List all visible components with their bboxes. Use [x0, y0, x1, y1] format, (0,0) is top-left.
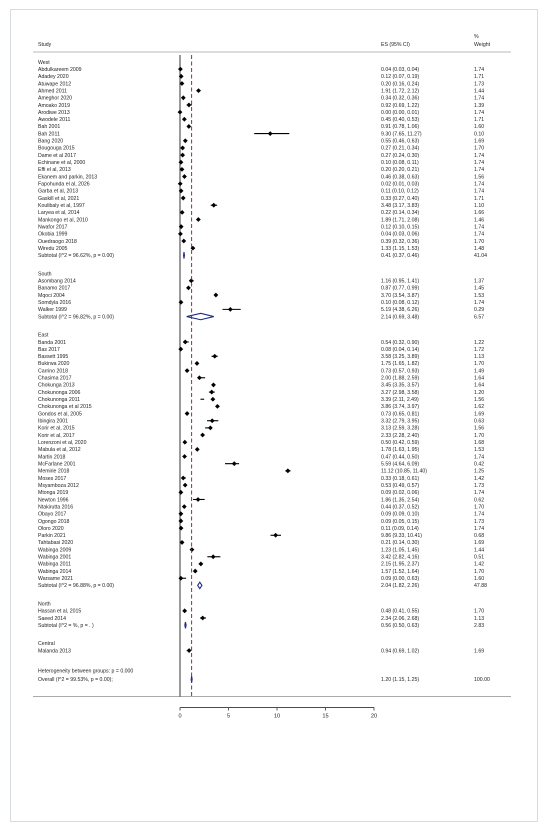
- study-row-east-0-weight: 1.22: [474, 339, 485, 346]
- study-row-south-1-weight: 1.45: [474, 285, 485, 292]
- study-row-east-32-marker: [193, 569, 198, 574]
- study-row-east-30-label: Wabinga 2001: [38, 554, 72, 561]
- study-row-east-0-label: Banda 2001: [38, 339, 66, 346]
- study-row-east-28-weight: 1.69: [474, 540, 485, 547]
- subtotal-east-label: Subtotal (I^2 = 96.88%, p = 0.00): [38, 583, 114, 590]
- study-row-west-4-marker: [181, 95, 186, 100]
- study-row-west-10-weight: 1.69: [474, 138, 485, 145]
- x-tick-label-15: 15: [322, 713, 329, 720]
- study-row-east-6-es: 3.45 (3.35, 3.57): [381, 382, 420, 389]
- study-row-east-24-es: 0.09 (0.09, 0.10): [381, 511, 420, 518]
- study-row-south-4-es: 5.19 (4.38, 6.26): [381, 307, 420, 314]
- study-row-west-9-weight: 0.10: [474, 131, 485, 138]
- header-weight: Weight: [474, 42, 491, 48]
- study-row-west-24-weight: 1.70: [474, 238, 485, 245]
- study-row-west-9-marker: [268, 131, 273, 136]
- study-row-west-5-label: Amoako 2019: [38, 102, 71, 109]
- study-row-south-4-label: Walker 1999: [38, 307, 67, 314]
- study-row-east-6-marker: [211, 383, 216, 388]
- study-row-east-5-weight: 1.64: [474, 375, 485, 382]
- study-row-west-11-es: 0.27 (0.21, 0.34): [381, 145, 420, 152]
- study-row-east-12-marker: [208, 425, 213, 430]
- study-row-east-32-weight: 1.70: [474, 568, 485, 575]
- study-row-south-3-marker: [179, 300, 184, 305]
- study-row-east-12-weight: 1.56: [474, 425, 485, 432]
- subtotal-north-diamond: [185, 622, 186, 628]
- study-row-east-23-marker: [182, 504, 187, 509]
- study-row-east-24-marker: [178, 511, 183, 516]
- study-row-west-19-marker: [211, 203, 216, 208]
- study-row-north-1-label: Saeed 2014: [38, 615, 66, 622]
- study-row-west-12-weight: 1.74: [474, 152, 485, 159]
- study-row-east-22-label: Newton 1996: [38, 497, 69, 504]
- study-row-east-7-weight: 1.20: [474, 389, 485, 396]
- study-row-east-33-marker: [178, 576, 183, 581]
- study-row-west-3-es: 1.91 (1.72, 2.12): [381, 88, 420, 95]
- study-row-west-12-label: Dame et al 2017: [38, 152, 77, 159]
- study-row-east-3-label: Bukirwa 2020: [38, 361, 70, 368]
- study-row-east-26-marker: [179, 526, 184, 531]
- study-row-east-30-weight: 0.51: [474, 554, 485, 561]
- study-row-east-9-marker: [215, 404, 220, 409]
- study-row-east-19-es: 0.33 (0.18, 0.61): [381, 475, 420, 482]
- study-row-east-17-marker: [232, 461, 237, 466]
- study-row-south-4-weight: 0.29: [474, 307, 485, 314]
- heterogeneity-note: Heterogeneity between groups: p = 0.000: [38, 668, 134, 675]
- study-row-west-17-marker: [179, 188, 184, 193]
- subtotal-south-diamond: [187, 313, 214, 319]
- study-row-west-24-es: 0.39 (0.32, 0.36): [381, 238, 420, 245]
- study-row-east-25-es: 0.09 (0.05, 0.15): [381, 518, 420, 525]
- x-tick-label-10: 10: [273, 713, 281, 720]
- study-row-west-25-label: Wiredu 2005: [38, 245, 68, 252]
- study-row-east-22-es: 1.86 (1.35, 2.54): [381, 497, 420, 504]
- study-row-east-10-label: Gondos et al, 2005: [38, 411, 82, 418]
- study-row-east-10-weight: 1.69: [474, 411, 485, 418]
- study-row-west-14-weight: 1.74: [474, 167, 485, 174]
- study-row-south-1-es: 0.87 (0.77, 0.99): [381, 285, 420, 292]
- study-row-east-13-weight: 1.70: [474, 432, 485, 439]
- group-heading-south: South: [38, 271, 52, 278]
- study-row-east-11-label: Ibingira 2001: [38, 418, 68, 425]
- study-row-east-4-label: Carrino 2018: [38, 368, 68, 375]
- study-row-east-17-weight: 0.42: [474, 461, 485, 468]
- study-row-west-25-es: 1.33 (1.15, 1.53): [381, 245, 420, 252]
- study-row-west-0-label: Abdulkareem 2009: [38, 66, 82, 73]
- study-row-west-4-weight: 1.74: [474, 95, 485, 102]
- study-row-east-32-label: Wabinga 2014: [38, 568, 72, 575]
- study-row-west-1-weight: 1.71: [474, 74, 485, 81]
- study-row-west-13-label: Echinane et al, 2000: [38, 160, 86, 167]
- study-row-east-10-marker: [185, 411, 190, 416]
- study-row-west-4-es: 0.34 (0.32, 0.36): [381, 95, 420, 102]
- study-row-west-21-marker: [196, 217, 201, 222]
- study-row-east-30-marker: [211, 554, 216, 559]
- x-tick-label-5: 5: [226, 713, 231, 720]
- study-row-east-13-es: 2.33 (2.28, 2.40): [381, 432, 420, 439]
- study-row-east-10-es: 0.73 (0.65, 0.81): [381, 411, 420, 418]
- study-row-south-1-label: Banamo 2017: [38, 285, 71, 292]
- study-row-west-16-weight: 1.74: [474, 181, 485, 188]
- study-row-east-5-es: 2.00 (1.88, 2.59): [381, 375, 420, 382]
- study-row-north-1-marker: [200, 616, 205, 621]
- study-row-east-26-es: 0.11 (0.09, 0.14): [381, 525, 419, 532]
- study-row-south-2-es: 3.70 (3.54, 3.87): [381, 292, 420, 299]
- subtotal-south-es: 2.14 (0.69, 3.48): [381, 314, 420, 321]
- study-row-west-6-es: 0.00 (0.00, 0.01): [381, 109, 420, 116]
- study-row-east-31-weight: 1.42: [474, 561, 485, 568]
- study-row-east-14-weight: 1.68: [474, 439, 485, 446]
- study-row-east-28-label: Tahtabasi 2020: [38, 540, 74, 547]
- overall-weight: 100.00: [474, 677, 490, 684]
- header-weight-top: %: [474, 34, 479, 40]
- study-row-east-27-weight: 0.68: [474, 533, 485, 540]
- study-row-west-11-weight: 1.70: [474, 145, 485, 152]
- study-row-east-1-label: Bas 2017: [38, 346, 60, 353]
- study-row-east-3-marker: [195, 361, 200, 366]
- study-row-east-12-es: 3.13 (2.59, 3.28): [381, 425, 420, 432]
- study-row-west-15-marker: [182, 174, 187, 179]
- study-row-east-21-marker: [178, 490, 183, 495]
- study-row-west-13-weight: 1.74: [474, 160, 485, 167]
- study-row-west-15-label: Ekanem and parkin, 2013: [38, 174, 98, 181]
- overall-es: 1.20 (1.15, 1.25): [381, 677, 420, 684]
- study-row-east-15-es: 1.78 (1.63, 1.95): [381, 447, 420, 454]
- study-row-west-25-weight: 1.48: [474, 245, 485, 252]
- study-row-north-0-es: 0.48 (0.41, 0.55): [381, 608, 420, 615]
- study-row-west-21-weight: 1.46: [474, 217, 485, 224]
- study-row-west-22-es: 0.12 (0.10, 0.15): [381, 224, 420, 231]
- study-row-east-13-label: Korir et al, 2017: [38, 432, 75, 439]
- study-row-south-2-weight: 1.53: [474, 292, 485, 299]
- study-row-west-16-label: Fapohunda el al, 2026: [38, 181, 90, 188]
- study-row-east-1-weight: 1.72: [474, 346, 485, 353]
- study-row-west-5-es: 0.92 (0.69, 1.22): [381, 102, 420, 109]
- study-row-east-19-label: Moses 2017: [38, 475, 67, 482]
- study-row-west-18-label: Gaskill et al, 2021: [38, 195, 80, 202]
- study-row-west-18-weight: 1.71: [474, 195, 485, 202]
- study-row-east-7-marker: [209, 390, 214, 395]
- study-row-east-4-weight: 1.49: [474, 368, 485, 375]
- study-row-east-1-marker: [178, 347, 183, 352]
- study-row-east-9-es: 3.86 (3.74, 3.97): [381, 404, 420, 411]
- study-row-east-3-weight: 1.70: [474, 361, 485, 368]
- subtotal-west-es: 0.41 (0.37, 0.46): [381, 253, 420, 260]
- study-row-east-16-weight: 1.74: [474, 454, 485, 461]
- study-row-east-19-weight: 1.42: [474, 475, 485, 482]
- study-row-west-13-marker: [179, 160, 184, 165]
- study-row-east-26-weight: 1.74: [474, 525, 485, 532]
- study-row-east-6-weight: 1.64: [474, 382, 485, 389]
- study-row-west-0-es: 0.04 (0.03, 0.04): [381, 66, 420, 73]
- header-study: Study: [38, 42, 52, 48]
- study-row-north-1-es: 2.34 (2.06, 2.68): [381, 615, 420, 622]
- study-row-east-17-es: 5.59 (4.64, 6.09): [381, 461, 420, 468]
- group-heading-west: West: [38, 59, 50, 66]
- study-row-east-5-marker: [197, 375, 202, 380]
- study-row-west-23-es: 0.04 (0.03, 0.06): [381, 231, 420, 238]
- study-row-east-16-marker: [182, 454, 187, 459]
- study-row-west-17-weight: 1.74: [474, 188, 485, 195]
- study-row-west-15-weight: 1.56: [474, 174, 485, 181]
- study-row-east-23-weight: 1.70: [474, 504, 485, 511]
- study-row-east-17-label: McFarlane 2001: [38, 461, 76, 468]
- subtotal-west-weight: 41.04: [474, 253, 487, 260]
- study-row-east-1-es: 0.08 (0.04, 0.14): [381, 346, 420, 353]
- study-row-west-11-label: Bougouga 2015: [38, 145, 75, 152]
- study-row-east-18-es: 11.12 (10.85, 11.40): [381, 468, 427, 475]
- study-row-west-19-weight: 1.10: [474, 203, 485, 209]
- study-row-north-1-weight: 1.13: [474, 615, 485, 622]
- study-row-east-4-es: 0.73 (0.57, 0.93): [381, 368, 420, 375]
- study-row-west-12-es: 0.27 (0.24, 0.30): [381, 152, 420, 159]
- study-row-west-7-weight: 1.71: [474, 117, 485, 124]
- study-row-west-3-marker: [196, 88, 201, 93]
- figure-frame: [10, 9, 538, 822]
- study-row-east-25-label: Ogongo 2018: [38, 518, 70, 525]
- header-es: ES (95% CI): [381, 42, 410, 48]
- study-row-east-31-es: 2.15 (1.95, 2.37): [381, 561, 420, 568]
- study-row-west-14-label: Effi el al, 2013: [38, 167, 71, 174]
- study-row-west-3-label: Ahmed 2011: [38, 88, 68, 95]
- study-row-west-16-es: 0.02 (0.01, 0.03): [381, 181, 420, 188]
- study-row-east-16-label: Martin 2018: [38, 454, 66, 461]
- study-row-east-31-marker: [198, 562, 203, 567]
- study-row-east-14-label: Lorenzoni et al, 2020: [38, 439, 87, 446]
- group-heading-central: Central: [38, 641, 55, 648]
- study-row-east-21-es: 0.09 (0.02, 0.06): [381, 490, 420, 497]
- study-row-west-7-label: Awodele 2011: [38, 117, 71, 124]
- study-row-south-3-es: 0.10 (0.08, 0.12): [381, 300, 420, 307]
- study-row-west-11-marker: [180, 146, 185, 151]
- study-row-west-3-weight: 1.44: [474, 88, 485, 95]
- study-row-east-13-marker: [200, 433, 205, 438]
- study-row-west-22-weight: 1.74: [474, 224, 485, 231]
- study-row-west-10-es: 0.55 (0.46, 0.63): [381, 138, 420, 145]
- study-row-east-15-weight: 1.53: [474, 447, 485, 454]
- study-row-east-22-marker: [196, 497, 201, 502]
- group-heading-east: East: [38, 332, 49, 339]
- study-row-east-14-marker: [182, 440, 187, 445]
- study-row-west-2-weight: 1.73: [474, 81, 485, 88]
- study-row-east-20-es: 0.53 (0.49, 0.57): [381, 482, 420, 489]
- study-row-east-8-es: 3.39 (2.11, 2.49): [381, 397, 419, 404]
- study-row-east-11-marker: [210, 418, 215, 423]
- study-row-east-8-label: Chokunonga 2011: [38, 397, 81, 404]
- study-row-east-9-weight: 1.62: [474, 404, 485, 411]
- study-row-east-12-label: Korir et al, 2015: [38, 425, 75, 432]
- study-row-west-7-es: 0.45 (0.40, 0.53): [381, 117, 420, 124]
- study-row-west-20-label: Laryea et al, 2014: [38, 210, 80, 217]
- study-row-east-15-label: Mabula et al, 2012: [38, 447, 81, 454]
- study-row-east-23-es: 0.44 (0.37, 0.52): [381, 504, 420, 511]
- study-row-west-1-label: Adadey 2020: [38, 74, 69, 81]
- study-row-west-24-marker: [181, 239, 186, 244]
- study-row-west-18-es: 0.33 (0.27, 0.40): [381, 195, 420, 202]
- study-row-south-1-marker: [186, 285, 191, 290]
- study-row-west-20-marker: [180, 210, 185, 215]
- study-row-west-0-weight: 1.74: [474, 66, 485, 73]
- study-row-west-6-weight: 1.74: [474, 109, 485, 116]
- overall-label: Overall (I^2 = 99.53%, p = 0.00);: [38, 677, 113, 684]
- study-row-south-2-label: Mqoci 2004: [38, 292, 65, 299]
- study-row-west-21-label: Mankongo et al, 2010: [38, 217, 88, 224]
- study-row-west-21-es: 1.89 (1.71, 2.08): [381, 217, 420, 224]
- study-row-west-23-weight: 1.74: [474, 231, 485, 238]
- study-row-east-27-es: 9.86 (9.33, 10.41): [381, 533, 422, 540]
- study-row-east-11-weight: 0.63: [474, 418, 485, 425]
- study-row-east-18-label: Memirie 2018: [38, 468, 70, 475]
- study-row-central-0-label: Malanda 2013: [38, 648, 71, 655]
- study-row-east-2-marker: [212, 354, 217, 359]
- study-row-north-0-weight: 1.70: [474, 608, 485, 615]
- study-row-west-12-marker: [180, 153, 185, 158]
- study-row-west-24-label: Ouedraogo 2018: [38, 238, 77, 245]
- study-row-west-4-label: Ameghor 2020: [38, 95, 73, 102]
- study-row-central-0-marker: [187, 648, 192, 653]
- study-row-east-29-es: 1.23 (1.05, 1.45): [381, 547, 420, 554]
- study-row-west-8-weight: 1.60: [474, 124, 485, 131]
- study-row-south-4-marker: [228, 307, 233, 312]
- study-row-east-33-es: 0.09 (0.00, 0.63): [381, 576, 420, 583]
- study-row-west-1-es: 0.12 (0.07, 0.19): [381, 74, 420, 81]
- study-row-south-2-marker: [213, 293, 218, 298]
- study-row-east-4-marker: [185, 368, 190, 373]
- study-row-east-26-label: Oloro 2020: [38, 525, 64, 532]
- study-row-east-25-weight: 1.73: [474, 518, 485, 525]
- study-row-west-19-es: 3.48 (3.17, 3.83): [381, 203, 420, 209]
- study-row-west-23-label: Okobia 1999: [38, 231, 68, 238]
- study-row-east-19-marker: [181, 476, 186, 481]
- study-row-west-22-marker: [179, 224, 184, 229]
- study-row-west-5-weight: 1.39: [474, 102, 485, 109]
- study-row-east-24-weight: 1.74: [474, 511, 485, 518]
- study-row-west-2-label: Atuwape 2012: [38, 81, 72, 88]
- subtotal-west-label: Subtotal (I^2 = 96.62%, p = 0.00): [38, 253, 114, 260]
- study-row-west-18-marker: [181, 196, 186, 201]
- study-row-west-10-marker: [183, 138, 188, 143]
- study-row-south-0-weight: 1.37: [474, 278, 485, 285]
- study-row-south-0-label: Asombang 2014: [38, 278, 76, 285]
- study-row-east-11-es: 3.32 (2.79, 3.95): [381, 418, 420, 425]
- study-row-east-28-es: 0.21 (0.14, 0.30): [381, 540, 420, 547]
- study-row-east-7-label: Chokunonga 2006: [38, 389, 81, 396]
- study-row-west-10-label: Bang 2020: [38, 138, 64, 145]
- study-row-east-27-marker: [273, 533, 278, 538]
- study-row-west-5-marker: [187, 103, 192, 108]
- study-row-east-33-label: Warsame 2021: [38, 576, 73, 583]
- study-row-east-23-label: Ntakirutta 2016: [38, 504, 74, 511]
- study-row-east-18-marker: [285, 468, 290, 473]
- study-row-east-18-weight: 1.25: [474, 468, 485, 475]
- study-row-west-17-es: 0.11 (0.10, 0.12): [381, 188, 419, 195]
- study-row-south-0-es: 1.16 (0.95, 1.41): [381, 278, 420, 285]
- study-row-west-6-label: Arodiwe 2013: [38, 109, 70, 116]
- study-row-west-8-es: 0.91 (0.78, 1.06): [381, 124, 420, 131]
- study-row-east-29-label: Wabinga 2009: [38, 547, 72, 554]
- study-row-east-2-label: Bassett 1995: [38, 354, 69, 361]
- study-row-east-8-weight: 1.56: [474, 397, 485, 404]
- subtotal-east-weight: 47.88: [474, 583, 487, 590]
- study-row-west-15-es: 0.46 (0.38, 0.63): [381, 174, 420, 181]
- subtotal-north-es: 0.56 (0.50, 0.63): [381, 622, 420, 629]
- study-row-east-2-es: 3.58 (3.25, 3.89): [381, 354, 420, 361]
- study-row-west-2-es: 0.20 (0.16, 0.24): [381, 81, 420, 88]
- study-row-east-20-weight: 1.73: [474, 482, 485, 489]
- study-row-east-29-weight: 1.44: [474, 547, 485, 554]
- subtotal-north-weight: 2.83: [474, 622, 485, 629]
- study-row-east-2-weight: 1.13: [474, 354, 485, 361]
- study-row-east-0-marker: [183, 340, 188, 345]
- study-row-east-9-label: Chokunonga et al 2015: [38, 404, 92, 411]
- study-row-west-8-marker: [186, 124, 191, 129]
- study-row-east-31-label: Wabinga 2011: [38, 561, 71, 568]
- study-row-central-0-es: 0.94 (0.69, 1.02): [381, 648, 420, 655]
- study-row-south-3-weight: 1.74: [474, 300, 485, 307]
- study-row-north-0-marker: [182, 608, 187, 613]
- study-row-east-21-label: Mtonga 2019: [38, 490, 69, 497]
- study-row-east-6-label: Chokunga 2013: [38, 382, 75, 389]
- x-tick-label-20: 20: [370, 713, 378, 720]
- study-row-south-3-label: Somdyla 2016: [38, 300, 72, 307]
- study-row-east-20-label: Msyamboza 2012: [38, 482, 79, 489]
- study-row-east-15-marker: [195, 447, 200, 452]
- x-tick-label-0: 0: [178, 713, 182, 720]
- subtotal-east-diamond: [198, 582, 202, 588]
- study-row-east-7-es: 3.27 (2.98, 3.58): [381, 389, 420, 396]
- study-row-east-14-es: 0.50 (0.42, 0.59): [381, 439, 420, 446]
- study-row-west-20-weight: 1.66: [474, 210, 485, 217]
- study-row-west-8-label: Bah 2001: [38, 124, 61, 131]
- subtotal-west-diamond: [184, 252, 185, 258]
- study-row-north-0-label: Hassan et al, 2015: [38, 608, 82, 615]
- study-row-east-5-label: Chasima 2017: [38, 375, 72, 382]
- study-row-west-22-label: Nwafor 2017: [38, 224, 68, 231]
- study-row-east-27-label: Parkin 2021: [38, 533, 66, 540]
- subtotal-south-label: Subtotal (I^2 = 96.82%, p = 0.00): [38, 314, 114, 321]
- subtotal-east-es: 2.04 (1.82, 2.26): [381, 583, 420, 590]
- study-row-central-0-weight: 1.69: [474, 648, 485, 655]
- study-row-west-9-es: 9.30 (7.65, 11.27): [381, 131, 422, 138]
- study-row-west-17-label: Garba et al, 2013: [38, 188, 79, 195]
- study-row-east-21-weight: 1.74: [474, 490, 485, 497]
- subtotal-south-weight: 6.57: [474, 314, 485, 321]
- study-row-west-1-marker: [179, 74, 184, 79]
- study-row-east-20-marker: [183, 483, 188, 488]
- study-row-west-7-marker: [182, 117, 187, 122]
- study-row-east-22-weight: 0.62: [474, 497, 485, 504]
- subtotal-north-label: Subtotal (I^2 = %, p = . ): [38, 622, 94, 629]
- group-heading-north: North: [38, 601, 51, 608]
- study-row-east-30-es: 3.42 (2.82, 4.16): [381, 554, 420, 561]
- study-row-east-33-weight: 1.60: [474, 576, 485, 583]
- study-row-east-25-marker: [178, 519, 183, 524]
- study-row-east-0-es: 0.54 (0.32, 0.90): [381, 339, 420, 346]
- study-row-east-3-es: 1.75 (1.65, 1.82): [381, 361, 420, 368]
- forest-plot: [11, 10, 537, 821]
- study-row-west-20-es: 0.22 (0.14, 0.34): [381, 210, 420, 217]
- study-row-east-32-es: 1.57 (1.52, 1.64): [381, 568, 420, 575]
- study-row-west-19-label: Koulibaly et al, 1997: [38, 203, 85, 209]
- study-row-west-14-es: 0.20 (0.20, 0.21): [381, 167, 420, 174]
- study-row-east-16-es: 0.47 (0.44, 0.50): [381, 454, 420, 461]
- study-row-east-24-label: Obayo 2017: [38, 511, 67, 518]
- study-row-west-13-es: 0.10 (0.08, 0.11): [381, 160, 419, 167]
- study-row-east-8-marker: [210, 397, 215, 402]
- study-row-west-9-label: Bah 2011: [38, 131, 60, 138]
